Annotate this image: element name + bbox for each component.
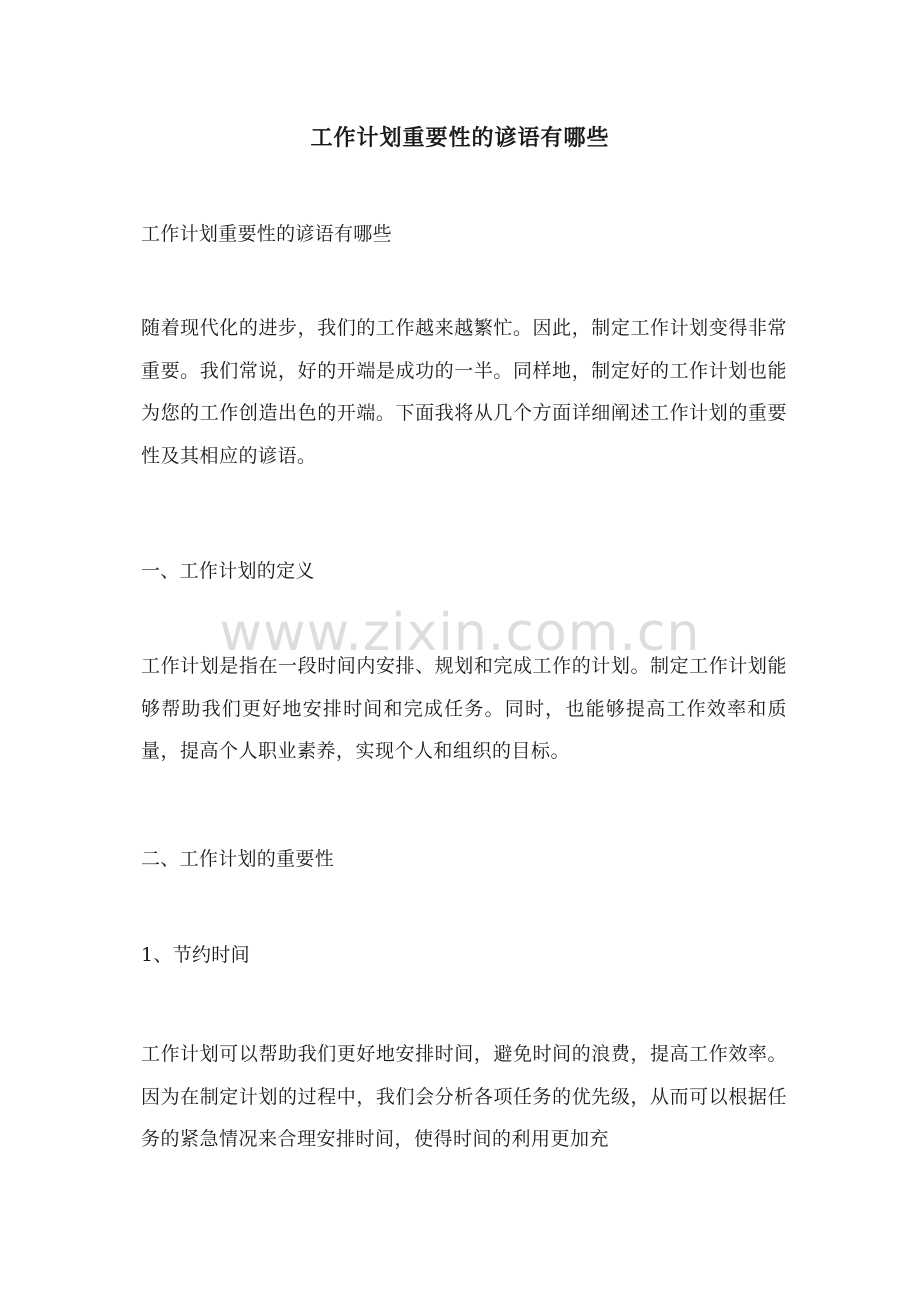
section-heading-definition: 一、工作计划的定义 [141,560,315,582]
save-time-paragraph: 工作计划可以帮助我们更好地安排时间，避免时间的浪费，提高工作效率。因为在制定计划的过程中，我们会分析各项任务的优先级，从而可以根据任务的紧急情况来合理安排时间，使得时间的利用更加充 [141,1043,787,1150]
intro-paragraph: 随着现代化的进步，我们的工作越来越繁忙。因此，制定工作计划变得非常重要。我们常说，好的开端是成功的一半。同样地，制定好的工作计划也能为您的工作创造出色的开端。下面我将从几个方面详细阐述工作计划的重要性及其相应的谚语。 [141,317,787,467]
document-title: 工作计划重要性的谚语有哪些 [310,125,610,151]
watermark: www.zixin.com.cn [219,603,701,663]
definition-paragraph: 工作计划是指在一段时间内安排、规划和完成工作的计划。制定工作计划能够帮助我们更好地安排时间和完成任务。同时，也能够提高工作效率和质量，提高个人职业素养，实现个人和组织的目标。 [141,655,787,762]
subtitle-line: 工作计划重要性的谚语有哪些 [141,223,392,245]
subsection-heading-save-time: 1、节约时间 [141,944,250,966]
section-heading-importance: 二、工作计划的重要性 [141,848,335,870]
